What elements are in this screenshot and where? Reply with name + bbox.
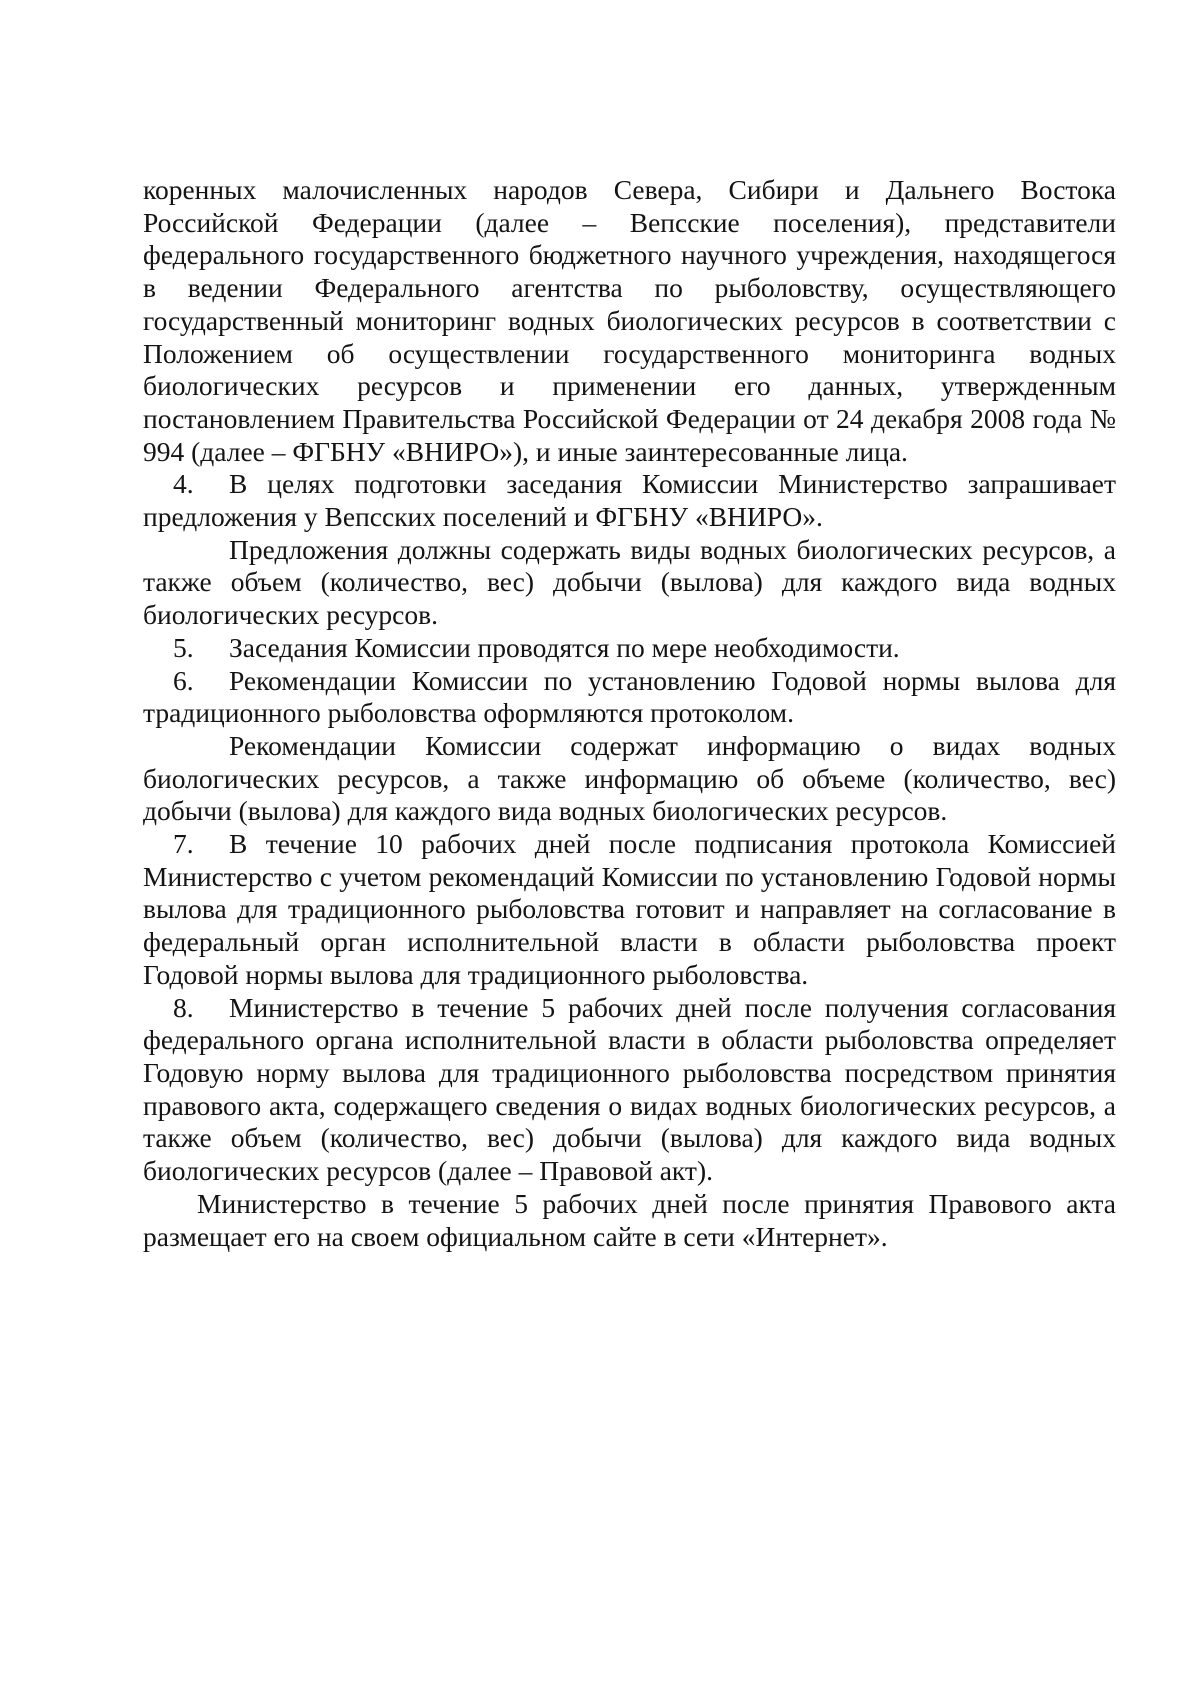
paragraph-text: Заседания Комиссии проводятся по мере необходимости.: [229, 631, 900, 663]
paragraph-text: Министерство в течение 5 рабочих дней после принятия Правового акта размещает его на своем официальном сайте в сети «Интернет».: [143, 1187, 1116, 1252]
paragraph-intro: [143, 174, 1116, 468]
document-body: [143, 174, 1116, 1253]
paragraph-item-6-recommendations: [143, 730, 1116, 828]
paragraph-item-4-proposals: [143, 534, 1116, 632]
item-number: 6.: [173, 664, 194, 696]
paragraph-item-5: [143, 632, 1116, 665]
paragraph-text: В течение 10 рабочих дней после подписания протокола Комиссией Министерство с учетом рекомендаций Комиссии по установлению Годовой нормы вылова для традиционного рыболовства готовит и направляет на согласование в федеральный орган исполнительной власти в области рыболовства проект Годовой нормы вылова для традиционного рыболовства.: [143, 828, 1116, 990]
item-number: 4.: [173, 468, 194, 500]
paragraph-text: Рекомендации Комиссии содержат информацию о видах водных биологических ресурсов, а также информацию об объеме (количество, вес) добычи (вылова) для каждого вида водных биологических ресурсов.: [143, 729, 1116, 827]
paragraph-text: Предложения должны содержать виды водных биологических ресурсов, а также объем (количество, вес) добычи (вылова) для каждого вида водных биологических ресурсов.: [143, 533, 1116, 631]
item-number: 8.: [173, 991, 194, 1023]
paragraph-item-4: [143, 468, 1116, 533]
item-number: 7.: [173, 828, 194, 860]
paragraph-text: коренных малочисленных народов Севера, Сибири и Дальнего Востока Российской Федерации (далее – Вепсские поселения), представители федерального государственного бюджетного научного учреждения, находящегося в ведении Федерального агентства по рыболовству, осуществляющего государственный мониторинг водных биологических ресурсов в соответствии с Положением об осуществлении государственного мониторинга водных биологических ресурсов и применении его данных, утвержденным постановлением Правительства Российской Федерации от 24 декабря 2008 года № 994 (далее – ФГБНУ «ВНИРО»), и иные заинтересованные лица.: [143, 174, 1116, 467]
paragraph-text: Рекомендации Комиссии по установлению Годовой нормы вылова для традиционного рыболовства оформляются протоколом.: [143, 664, 1116, 729]
paragraph-item-8: [143, 992, 1116, 1188]
item-number: 5.: [173, 631, 194, 663]
paragraph-text: Министерство в течение 5 рабочих дней после получения согласования федерального органа исполнительной власти в области рыболовства определяет Годовую норму вылова для традиционного рыболовства посредством принятия правового акта, содержащего сведения о видах водных биологических ресурсов, а также объем (количество, вес) добычи (вылова) для каждого вида водных биологических ресурсов (далее – Правовой акт).: [143, 991, 1116, 1187]
paragraph-item-7: [143, 828, 1116, 992]
paragraph-item-6: [143, 665, 1116, 730]
paragraph-text: В целях подготовки заседания Комиссии Министерство запрашивает предложения у Вепсских поселений и ФГБНУ «ВНИРО».: [143, 468, 1116, 533]
paragraph-item-8-publication: [143, 1188, 1116, 1253]
